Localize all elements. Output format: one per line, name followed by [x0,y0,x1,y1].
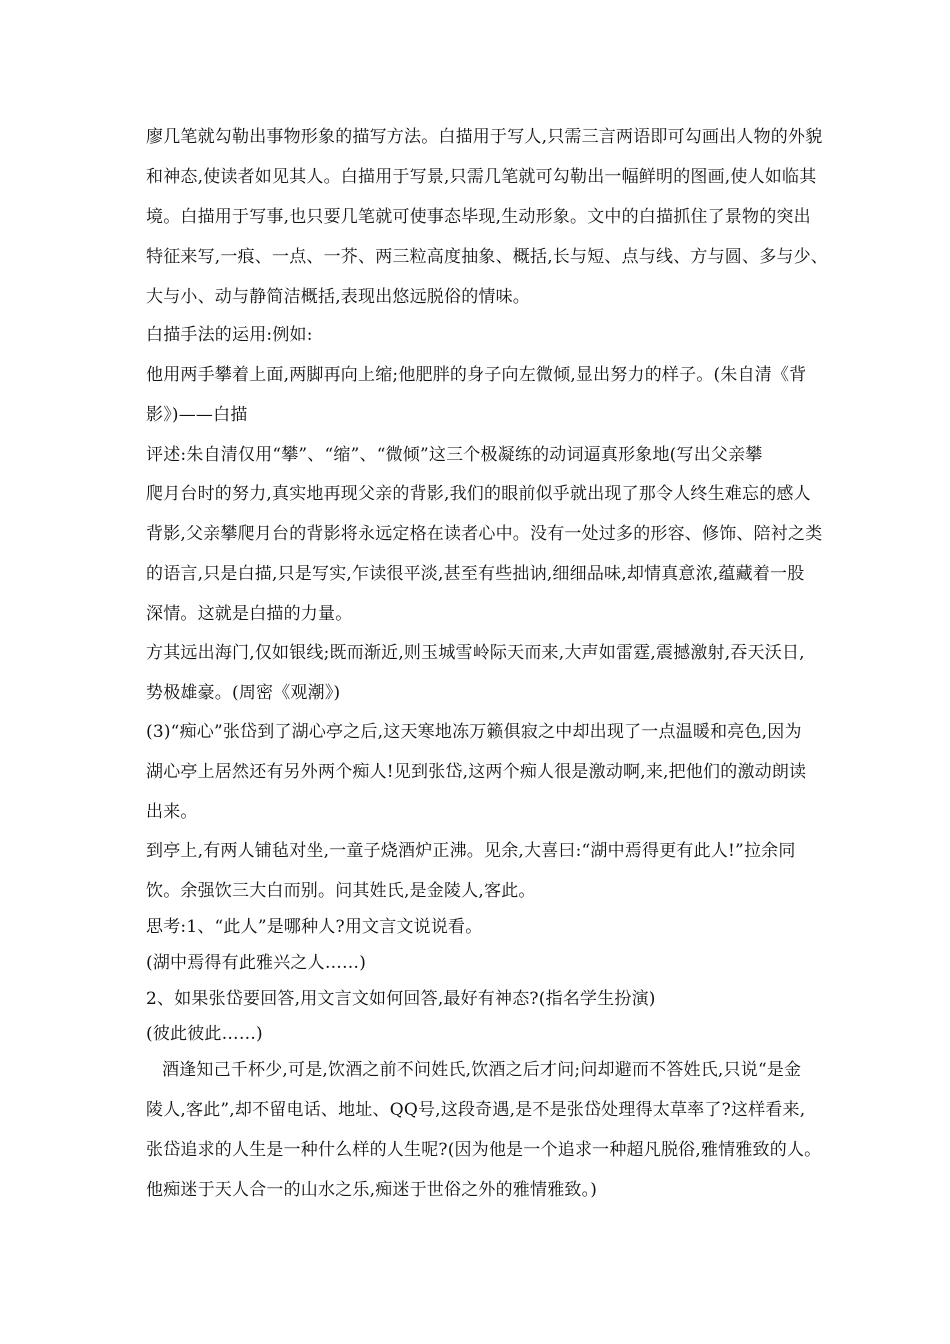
text-line: 方其远出海门,仅如银线;既而渐近,则玉城雪岭际天而来,大声如雷霆,震撼激射,吞天沃日, [146,643,805,663]
text-line: 的语言,只是白描,只是写实,乍读很平淡,甚至有些拙讷,细细品味,却情真意浓,蕴藏着一股 [146,564,805,584]
text-line: 他用两手攀着上面,两脚再向上缩;他肥胖的身子向左微倾,显出努力的样子。(朱自清《背 [146,365,807,385]
text-line: 势极雄豪。(周密《观潮》) [146,683,341,703]
text-line: 和神态,使读者如见其人。白描用于写景,只需几笔就可勾勒出一幅鲜明的图画,使人如临其 [146,167,817,187]
text-line: 思考:1、“此人”是哪种人?用文言文说说看。 [146,917,483,937]
text-line: (湖中焉得有此雅兴之人……) [146,953,367,973]
text-line: 张岱追求的人生是一种什么样的人生呢?(因为他是一个追求一种超凡脱俗,雅情雅致的人。 [146,1140,822,1160]
text-line: 饮。余强饮三大白而别。问其姓氏,是金陵人,客此。 [146,881,536,901]
text-line: 深情。这就是白描的力量。 [146,604,353,624]
text-line: 白描手法的运用:例如: [146,325,313,345]
text-line: 酒逢知己千杯少,可是,饮酒之前不问姓氏,饮酒之后才问;问却避而不答姓氏,只说“是金 [162,1060,802,1080]
text-line: 2、如果张岱要回答,用文言文如何回答,最好有神态?(指名学生扮演) [146,989,656,1009]
text-line: (彼此彼此……) [146,1024,263,1044]
text-line: 陵人,客此”,却不留电话、地址、QQ号,这段奇遇,是不是张岱处理得太草率了?这样看来, [146,1100,806,1120]
text-line: 廖几笔就勾勒出事物形象的描写方法。白描用于写人,只需三言两语即可勾画出人物的外貌 [146,127,823,147]
text-line: 出来。 [146,802,198,822]
text-line: 评述:朱自清仅用“攀”、“缩”、“微倾”这三个极凝练的动词逼真形象地(写出父亲攀 [146,445,763,465]
text-line: 背影,父亲攀爬月台的背影将永远定格在读者心中。没有一处过多的形容、修饰、陪衬之类 [146,524,823,544]
text-line: 影》)——白描 [146,405,248,425]
text-line: 他痴迷于天人合一的山水之乐,痴迷于世俗之外的雅情雅致。) [146,1180,598,1200]
text-line: 特征来写,一痕、一点、一芥、两三粒高度抽象、概括,长与短、点与线、方与圆、多与少、 [146,247,829,267]
text-line: 大与小、动与静简洁概括,表现出悠远脱俗的情味。 [146,287,531,307]
text-line: 湖心亭上居然还有另外两个痴人!见到张岱,这两个痴人很是激动啊,来,把他们的激动朗读 [146,762,807,782]
text-line: 境。白描用于写事,也只要几笔就可使事态毕现,生动形象。文中的白描抓住了景物的突出 [146,207,811,227]
text-line: 爬月台时的努力,真实地再现父亲的背影,我们的眼前似乎就出现了那令人终生难忘的感人 [146,484,811,504]
text-line: 到亭上,有两人铺毡对坐,一童子烧酒炉正沸。见余,大喜曰:“湖中焉得更有此人!”拉余同 [146,841,796,861]
text-line: (3)“痴心”张岱到了湖心亭之后,这天寒地冻万籁俱寂之中却出现了一点温暖和亮色,因为 [146,722,802,742]
